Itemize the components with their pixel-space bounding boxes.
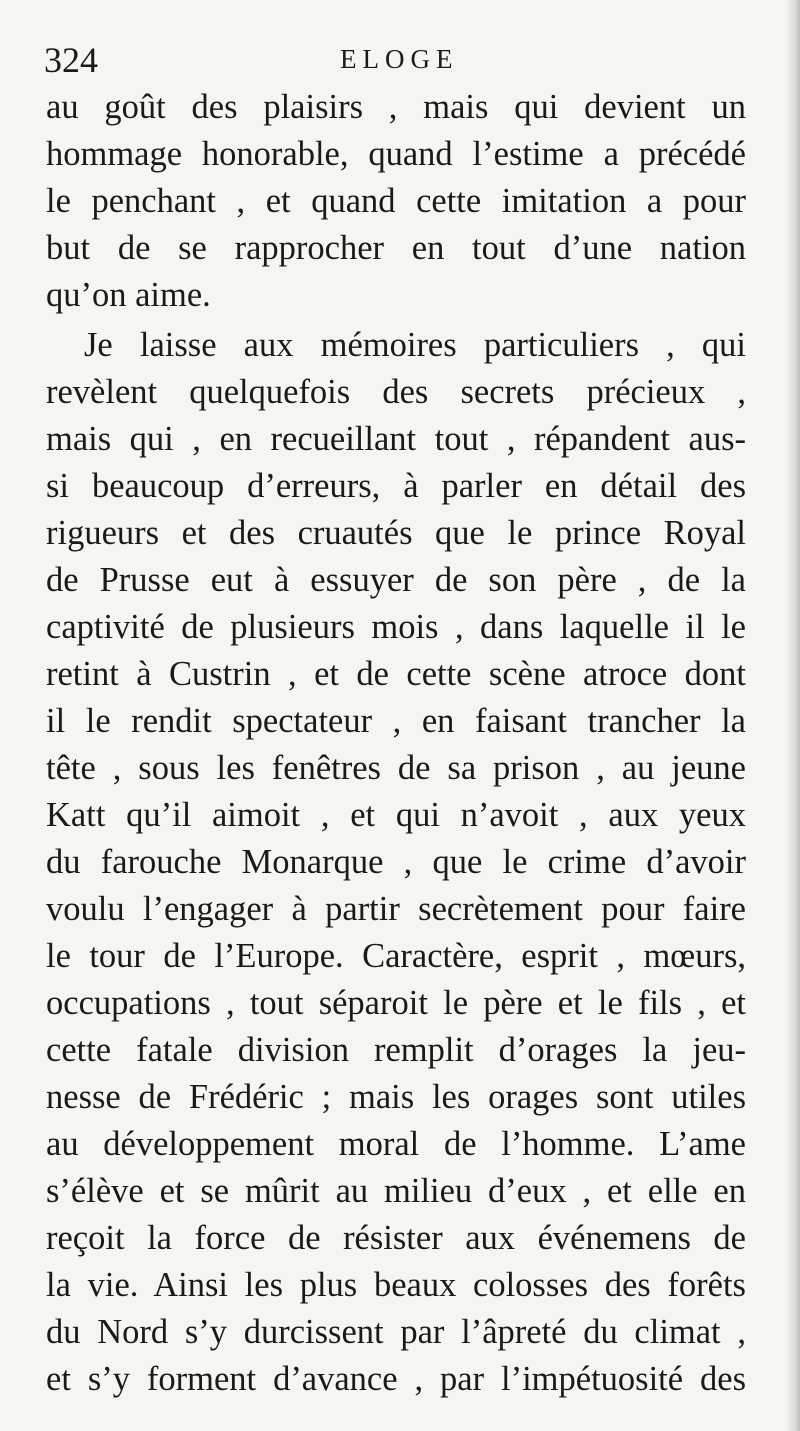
- text-line: tête , sous les fenêtres de sa prison , au jeune: [46, 749, 746, 787]
- text-line: voulu l’engager à partir secrètement pour faire: [46, 890, 746, 928]
- text-line: revèlent quelquefois des secrets précieux ,: [46, 373, 746, 411]
- text-line: Katt qu’il aimoit , et qui n’avoit , aux yeux: [46, 796, 746, 834]
- text-line: reçoit la force de résister aux événemens de: [46, 1219, 746, 1257]
- text-line: s’élève et se mûrit au milieu d’eux , et elle en: [46, 1172, 746, 1210]
- text-line: la vie. Ainsi les plus beaux colosses des forêts: [46, 1266, 746, 1304]
- text-line: au développement moral de l’homme. L’ame: [46, 1125, 746, 1163]
- text-line: cette fatale division remplit d’orages la jeu-: [46, 1031, 746, 1069]
- text-line: et s’y forment d’avance , par l’impétuosité des: [46, 1360, 746, 1398]
- text-line: au goût des plaisirs , mais qui devient un: [46, 88, 746, 126]
- text-line: mais qui , en recueillant tout , répandent aus-: [46, 420, 746, 458]
- text-line: du Nord s’y durcissent par l’âpreté du climat ,: [46, 1313, 746, 1351]
- running-head: [44, 36, 744, 80]
- text-line: qu’on aime.: [46, 276, 211, 314]
- text-line: rigueurs et des cruautés que le prince Royal: [46, 514, 746, 552]
- running-title: ELOGE: [340, 44, 459, 74]
- text-line: le penchant , et quand cette imitation a pour: [46, 182, 746, 220]
- paragraph: [46, 322, 746, 1403]
- text-line: occupations , tout séparoit le père et le fils , et: [46, 984, 746, 1022]
- text-line: nesse de Frédéric ; mais les orages sont utiles: [46, 1078, 746, 1116]
- text-line: du farouche Monarque , que le crime d’avoir: [46, 843, 746, 881]
- text-line: il le rendit spectateur , en faisant trancher la: [46, 702, 746, 740]
- page-number: 324: [44, 40, 98, 80]
- text-line: Je laisse aux mémoires particuliers , qui: [84, 326, 746, 364]
- body-text: [46, 84, 746, 1403]
- paragraph: [46, 84, 746, 319]
- text-line: retint à Custrin , et de cette scène atroce dont: [46, 655, 746, 693]
- text-line: le tour de l’Europe. Caractère, esprit , mœurs,: [46, 937, 746, 975]
- text-line: si beaucoup d’erreurs, à parler en détail des: [46, 467, 746, 505]
- text-line: but de se rapprocher en tout d’une nation: [46, 229, 746, 267]
- page-edge-shadow: [786, 0, 800, 1431]
- text-line: de Prusse eut à essuyer de son père , de la: [46, 561, 746, 599]
- text-line: hommage honorable, quand l’estime a précédé: [46, 135, 746, 173]
- text-line: captivité de plusieurs mois , dans laquelle il le: [46, 608, 746, 646]
